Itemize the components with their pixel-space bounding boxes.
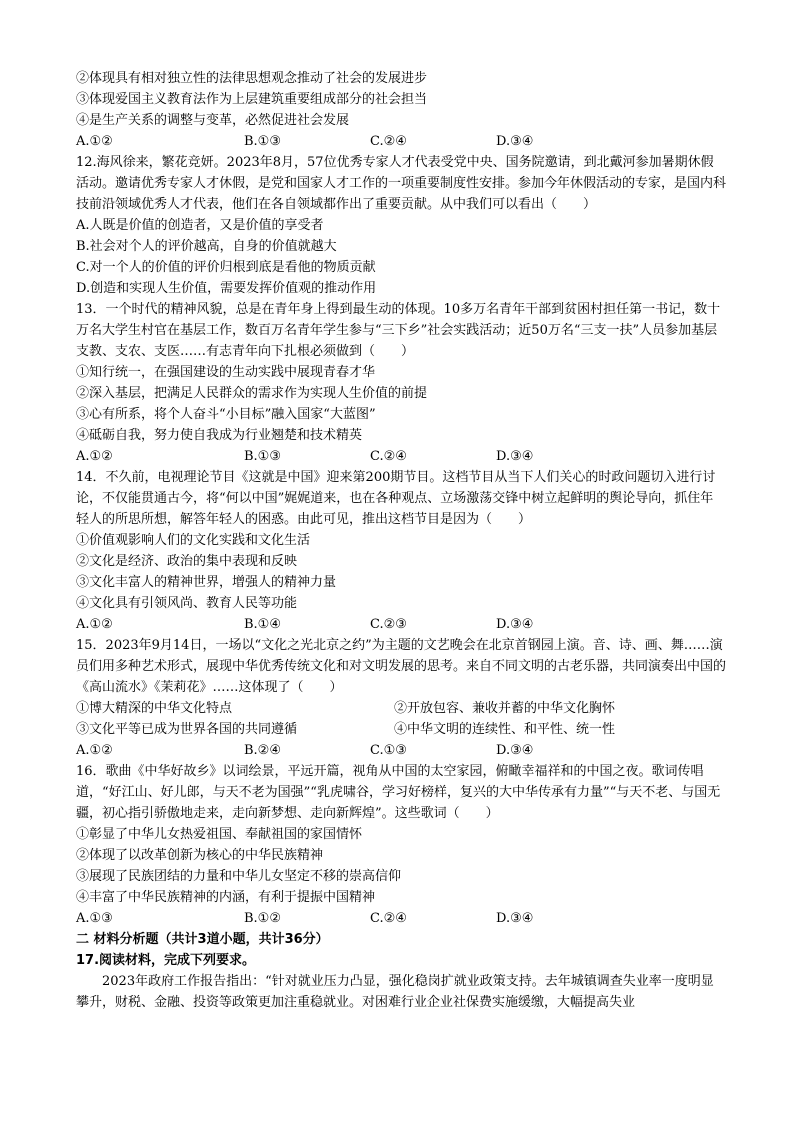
q12-option-c: C.对一个人的价值的评价归根到底是看他的物质贡献 xyxy=(76,260,376,275)
q14-options xyxy=(76,614,726,635)
q14-option-b: B.①④ xyxy=(244,617,281,632)
q12-stem: 12.海风徐来，繁花竞妍。2023年8月，57位优秀专家人才代表受党中央、国务院邀请，到北戴河参加暑期休假活动。邀请优秀专家人才休假，是党和国家人才工作的一项重要制度性安排。参加今年休假活动的专家，是国内科技前沿领域优秀人才代表，他们在各自领域都作出了重要贡献。从中我们可以看出（ ） xyxy=(76,155,727,212)
q15-option-b: B.②④ xyxy=(244,743,281,758)
q13-statement-4: ④砥砺自我，努力使自我成为行业翘楚和技术精英 xyxy=(76,428,363,443)
q16-option-c: C.②④ xyxy=(370,911,407,926)
q16-statement-4: ④丰富了中华民族精神的内涵，有利于提振中国精神 xyxy=(76,890,376,905)
q16-statement-3: ③展现了民族团结的力量和中华儿女坚定不移的崇高信仰 xyxy=(76,869,402,884)
q11-option-b: B.①③ xyxy=(244,134,281,149)
section-2-title: 二 材料分析题（共计3道小题，共计36分） xyxy=(76,932,329,947)
q11-statement-3: ③体现爱国主义教育法作为上层建筑重要组成部分的社会担当 xyxy=(76,92,428,107)
q16-option-d: D.③④ xyxy=(496,911,534,926)
q15-option-c: C.①③ xyxy=(370,743,407,758)
q13-option-a: A.①② xyxy=(76,449,113,464)
q15-statement-3: ③文化平等已成为世界各国的共同遵循 xyxy=(76,722,298,737)
q16-stem: 16．歌曲《中华好故乡》以词绘景，平远开篇，视角从中国的太空家园，俯瞰幸福祥和的中国之夜。歌词传唱道，“好江山、好儿郎，与天不老为国强”“乳虎啸谷，学习好榜样，复兴的大中华传承有力量”“与天不老、与国无疆，初心指引骄傲地走来，走向新梦想、走向新辉煌”。这些歌词（ ） xyxy=(76,764,721,821)
q13-statement-2: ②深入基层，把满足人民群众的需求作为实现人生价值的前提 xyxy=(76,386,428,401)
q12-option-d: D.创造和实现人生价值，需要发挥价值观的推动作用 xyxy=(76,281,377,296)
q14-option-c: C.②③ xyxy=(370,617,407,632)
q17-material-paragraph: 2023年政府工作报告指出：“针对就业压力凸显，强化稳岗扩就业政策支持。去年城镇调查失业率一度明显攀升，财税、金融、投资等政策更加注重稳就业。对困难行业企业社保费实施缓缴，大幅提高失业 xyxy=(76,974,714,1010)
q16-statement-2: ②体现了以改革创新为核心的中华民族精神 xyxy=(76,848,324,863)
q15-statements-row-1 xyxy=(76,698,726,719)
q13-statement-1: ①知行统一，在强国建设的生动实践中展现青春才华 xyxy=(76,365,376,380)
q15-statement-1: ①博大精深的中华文化特点 xyxy=(76,701,233,716)
q11-option-d: D.③④ xyxy=(496,134,534,149)
q14-stem: 14．不久前，电视理论节目《这就是中国》迎来第200期节目。这档节目从当下人们关心的时政问题切入进行讨论，不仅能贯通古今，将“何以中国”娓娓道来，也在各种观点、立场激荡交锋中树立起鲜明的舆论导向，抓住年轻人的所思所想，解答年轻人的困惑。由此可见，推出这档节目是因为（ ） xyxy=(76,470,716,527)
q14-statement-3: ③文化丰富人的精神世界，增强人的精神力量 xyxy=(76,575,337,590)
q15-options xyxy=(76,740,726,761)
q13-option-b: B.①③ xyxy=(244,449,281,464)
q11-statement-2: ②体现具有相对独立性的法律思想观念推动了社会的发展进步 xyxy=(76,71,428,86)
q16-statement-1: ①彰显了中华儿女热爱祖国、奉献祖国的家国情怀 xyxy=(76,827,363,842)
q13-statement-3: ③心有所系，将个人奋斗“小目标”融入国家“大蓝图” xyxy=(76,407,376,422)
q16-option-b: B.①② xyxy=(244,911,281,926)
q15-statement-2: ②开放包容、兼收并蓄的中华文化胸怀 xyxy=(394,701,616,716)
q16-options xyxy=(76,908,726,929)
q16-option-a: A.①③ xyxy=(76,911,113,926)
q14-option-d: D.③④ xyxy=(496,617,534,632)
q11-option-a: A.①② xyxy=(76,134,113,149)
q11-options xyxy=(76,131,726,152)
q11-statement-4: ④是生产关系的调整与变革，必然促进社会发展 xyxy=(76,113,350,128)
q13-stem: 13．一个时代的精神风貌，总是在青年身上得到最生动的体现。10多万名青年干部到贫困村担任第一书记，数十万名大学生村官在基层工作，数百万名青年学生参与“三下乡”社会实践活动；近50万名“三支一扶”人员参加基层支教、支农、支医……有志青年向下扎根必须做到（ ） xyxy=(76,302,721,359)
q15-statements-row-2 xyxy=(76,719,726,740)
q17-title: 17.阅读材料，完成下列要求。 xyxy=(76,953,256,968)
q12-option-a: A.人既是价值的创造者，又是价值的享受者 xyxy=(76,218,324,233)
q13-option-c: C.②④ xyxy=(370,449,407,464)
q14-statement-1: ①价值观影响人们的文化实践和文化生活 xyxy=(76,533,311,548)
q14-statement-4: ④文化具有引领风尚、教育人民等功能 xyxy=(76,596,298,611)
exam-content xyxy=(76,68,726,1013)
q15-option-d: D.③④ xyxy=(496,743,534,758)
q14-statement-2: ②文化是经济、政治的集中表现和反映 xyxy=(76,554,298,569)
q11-option-c: C.②④ xyxy=(370,134,407,149)
q15-statement-4: ④中华文明的连续性、和平性、统一性 xyxy=(394,722,616,737)
q12-option-b: B.社会对个人的评价越高，自身的价值就越大 xyxy=(76,239,337,254)
q15-option-a: A.①② xyxy=(76,743,113,758)
q14-option-a: A.①② xyxy=(76,617,113,632)
q13-option-d: D.③④ xyxy=(496,449,534,464)
q13-options xyxy=(76,446,726,467)
q15-stem: 15．2023年9月14日，一场以“文化之光北京之约”为主题的文艺晚会在北京首钢园上演。音、诗、画、舞……演员们用多种艺术形式，展现中华优秀传统文化和对文明发展的思考。来自不同文明的古老乐器，共同演奏出中国的《高山流水》《茉莉花》……这体现了（ ） xyxy=(76,638,727,695)
